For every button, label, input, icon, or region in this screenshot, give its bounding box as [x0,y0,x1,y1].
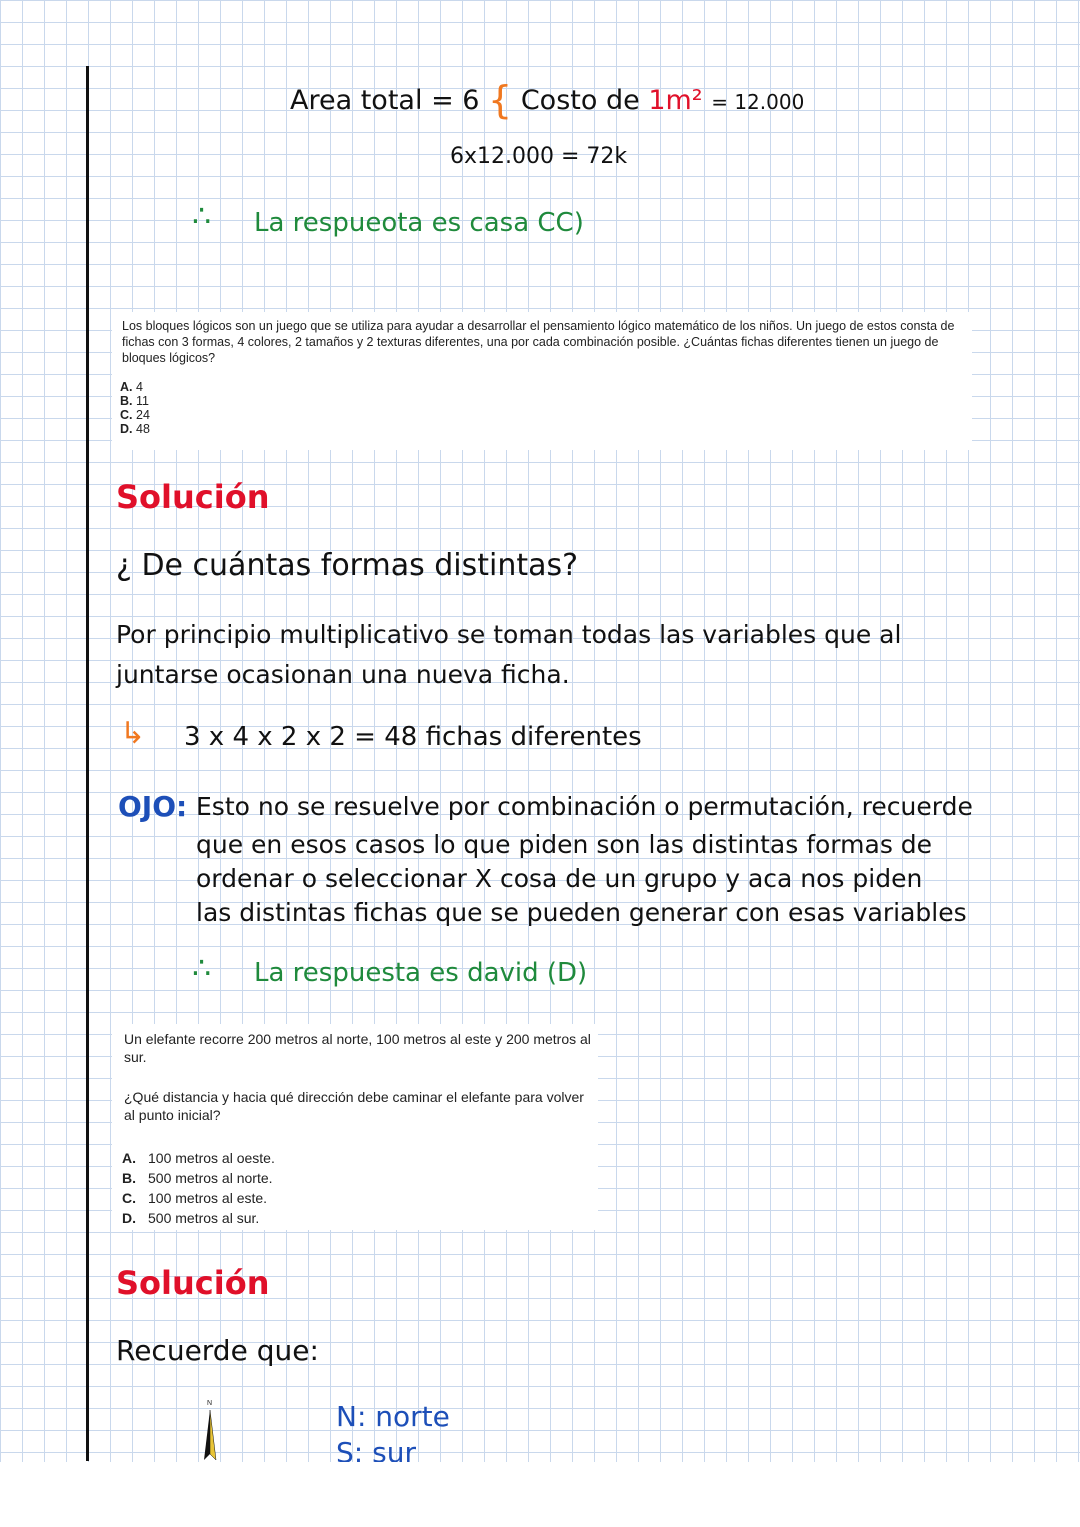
remember-label: Recuerde que: [116,1334,319,1367]
cost-label: Costo de [520,85,640,116]
question1-box [112,312,972,450]
ojo-line4: las distintas fichas que se pueden generar con esas variables [196,898,967,927]
cost-unit: 1m² [648,85,703,116]
compass-letter: N [207,1400,213,1407]
ojo-line1: Esto no se resuelve por combinación o permutación, recuerde [196,792,973,821]
answer-previous: La respueota es casa CC) [254,208,584,238]
question1-options [120,380,150,436]
north-label: N: norte [336,1400,450,1433]
option-a: A. 4 [120,380,143,394]
solution1-line1: Por principio multiplicativo se toman todas las variables que al [116,620,902,649]
question2-box [112,1024,598,1230]
notebook-margin-line [86,66,89,1461]
arrow-icon: ↳ [120,716,146,751]
solution2-heading: Solución [116,1264,270,1302]
option-c: C. 24 [120,408,150,422]
therefore-symbol: ∴ [192,199,212,234]
question1-text: Los bloques lógicos son un juego que se utiliza para ayudar a desarrollar el pensamiento lógico matemático de los niños. Un juego de estos consta de fichas con 3 formas, 4 colores, 2 tamaños y 2 texturas diferentes, una por cada combinación posible. ¿Cuántas fichas diferentes tienen un juego de bloques lógicos? [122,319,955,365]
option-b: B. 11 [120,394,149,408]
ojo-label: OJO: [118,790,188,823]
ojo-line2: que en esos casos lo que piden son las distintas formas de [196,830,933,859]
ojo-line3: ordenar o seleccionar X cosa de un grupo y aca nos piden [196,864,923,893]
cost-value: = 12.000 [711,90,805,114]
option-b: B. 500 metros al norte. [122,1170,273,1186]
solution1-answer: La respuesta es david (D) [254,958,588,988]
solution1-line2: juntarse ocasionan una nueva ficha. [116,660,570,689]
option-a: A. 100 metros al oeste. [122,1150,275,1166]
solution1-calculation: 3 x 4 x 2 x 2 = 48 fichas diferentes [184,722,642,752]
therefore-symbol-2: ∴ [192,951,212,986]
solution1-question: ¿ De cuántas formas distintas? [116,548,579,583]
area-line [290,74,805,122]
option-d: D. 48 [120,422,150,436]
question2-options [122,1148,275,1228]
option-d: D. 500 metros al sur. [122,1210,260,1226]
area-label: Area total [290,85,423,116]
cost-calculation: 6x12.000 = 72k [450,144,628,169]
south-label: S: sur [336,1436,416,1462]
option-c: C. 100 metros al este. [122,1190,268,1206]
solution1-heading: Solución [116,478,270,516]
area-value: = 6 [431,85,480,116]
question2-text1: Un elefante recorre 200 metros al norte, 100 metros al este y 200 metros al sur. [124,1031,591,1065]
curly-brace: { [488,78,513,122]
question2-text2: ¿Qué distancia y hacia qué dirección debe caminar el elefante para volver al punto inicial? [124,1089,584,1123]
compass-icon [198,1400,228,1460]
page-bottom [0,1462,1080,1527]
